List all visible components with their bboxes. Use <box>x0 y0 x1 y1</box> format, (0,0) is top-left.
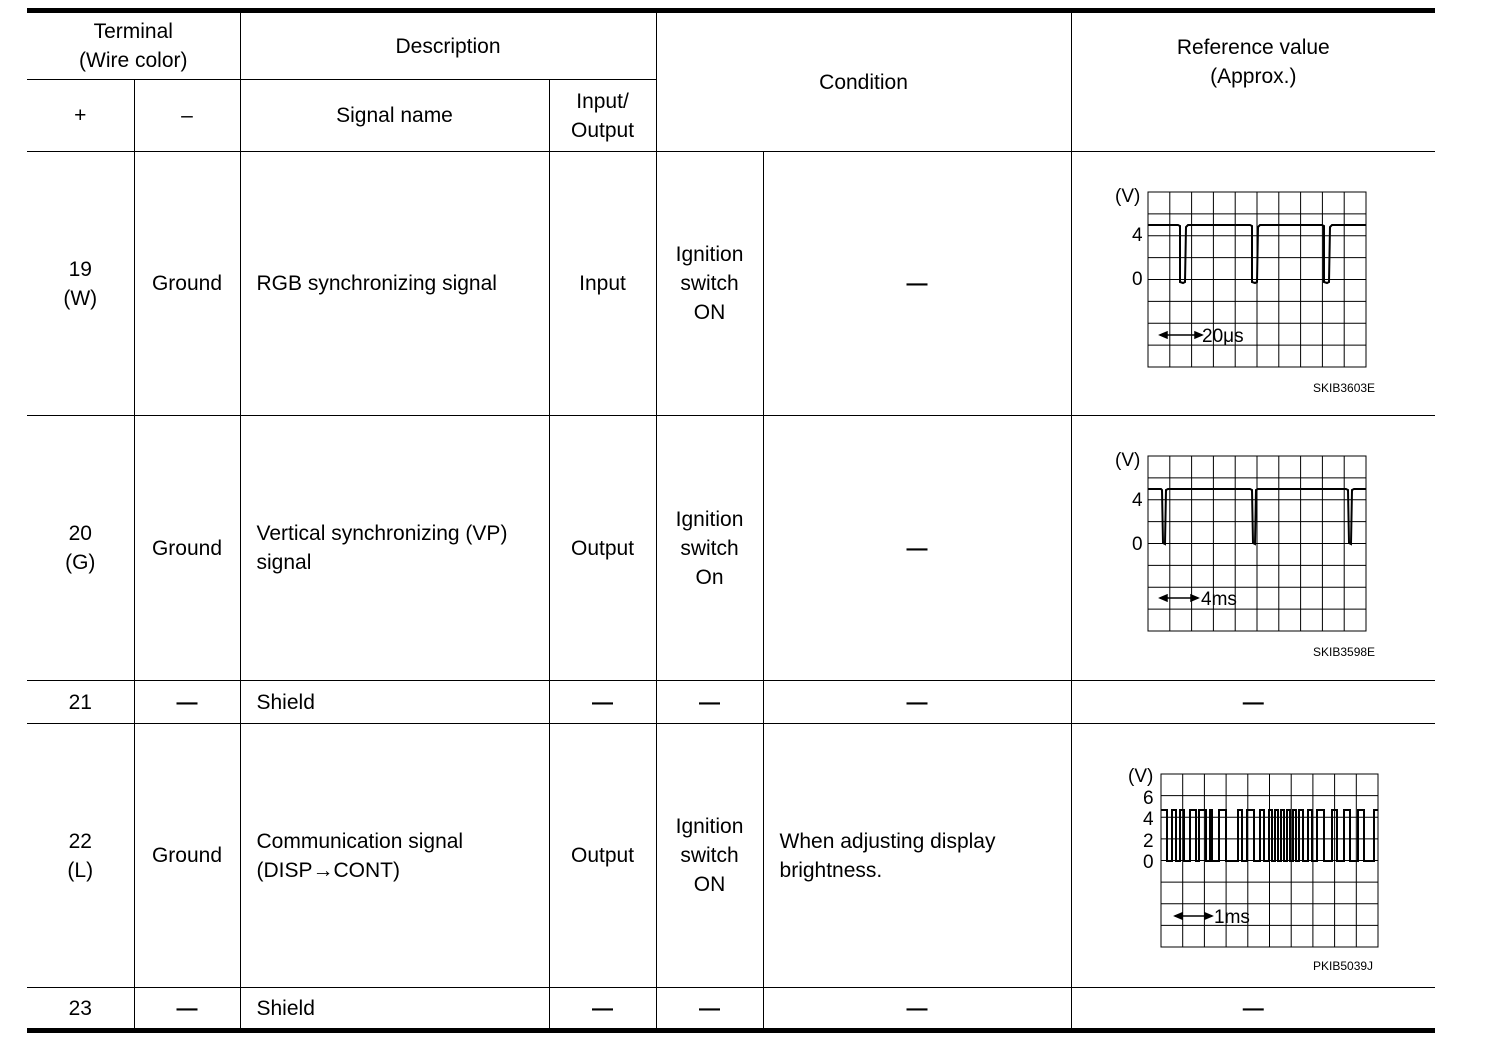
plus-terminal-cell <box>27 724 134 988</box>
y-tick-label: 4 <box>1142 809 1154 830</box>
condition-line: ON <box>693 873 726 896</box>
condition-line: ON <box>693 301 726 324</box>
minus-terminal-cell: — <box>134 988 240 1031</box>
waveform-trace <box>1148 225 1366 283</box>
table-row <box>27 416 1435 681</box>
condition-line: On <box>695 565 724 589</box>
minus-terminal-cell: Ground <box>134 416 240 681</box>
signal-line: Shield <box>256 996 315 1020</box>
condition-line: When adjusting display <box>779 829 996 853</box>
condition-label: Condition <box>819 70 908 94</box>
time-division-marker <box>1160 332 1202 338</box>
waveform-grid <box>1148 456 1366 631</box>
y-tick-label: 4 <box>1131 490 1143 511</box>
minus-terminal-cell: — <box>134 681 240 724</box>
signal-name-cell <box>240 681 549 724</box>
signal-name-header: Signal name <box>240 80 549 152</box>
figure-code: SKIB3603E <box>1312 381 1375 395</box>
io-cell: — <box>549 681 656 724</box>
io-cell: — <box>549 988 656 1031</box>
minus-terminal-cell: Ground <box>134 152 240 416</box>
signal-line: signal <box>256 551 312 574</box>
terminal-number: 20 <box>68 522 92 545</box>
terminal-label: Terminal <box>93 20 173 43</box>
y-tick-label: 4 <box>1131 225 1143 246</box>
condition-line: Ignition <box>675 507 744 531</box>
minus-terminal-cell: Ground <box>134 724 240 988</box>
y-tick-label: 6 <box>1142 788 1154 809</box>
condition-header <box>656 11 1071 152</box>
output-label: Output <box>570 118 635 142</box>
description-label: Description <box>395 34 501 58</box>
wire-color-label: (Wire color) <box>79 49 188 72</box>
figure-code: PKIB5039J <box>1312 959 1373 973</box>
table-row <box>27 988 1435 1031</box>
input-label: Input/ <box>576 89 629 113</box>
header-row-1 <box>27 11 1435 80</box>
time-division-label: 4ms <box>1200 589 1237 610</box>
wire-color: (L) <box>67 858 94 882</box>
condition-a-cell <box>656 152 763 416</box>
waveform-skib3603e <box>1072 152 1436 415</box>
terminal-number: 23 <box>68 996 92 1020</box>
table-row <box>27 152 1435 416</box>
condition-b-cell: — <box>763 416 1071 681</box>
y-axis-unit: (V) <box>1114 186 1140 207</box>
condition-line: Ignition <box>675 815 744 838</box>
time-division-label: 1ms <box>1213 907 1250 928</box>
reference-cell <box>1071 416 1435 681</box>
condition-line: — <box>699 996 721 1020</box>
condition-b-cell: — <box>763 152 1071 416</box>
description-header <box>240 11 656 80</box>
condition-line: Ignition <box>675 243 744 266</box>
condition-line: switch <box>680 844 739 867</box>
terminal-header <box>27 11 240 80</box>
condition-a-cell <box>656 681 763 724</box>
table-row <box>27 681 1435 724</box>
time-division-label: 20μs <box>1201 326 1244 347</box>
condition-line: brightness. <box>779 858 883 882</box>
condition-b-cell <box>763 724 1071 988</box>
condition-a-cell <box>656 724 763 988</box>
wire-color: (G) <box>65 551 96 574</box>
signal-name-cell <box>240 152 549 416</box>
reference-cell: — <box>1071 988 1435 1031</box>
waveform-skib3598e <box>1072 416 1436 680</box>
y-tick-label: 2 <box>1142 831 1154 852</box>
table-row <box>27 724 1435 988</box>
figure-code: SKIB3598E <box>1312 645 1375 659</box>
io-header <box>549 80 656 152</box>
y-axis-unit: (V) <box>1114 450 1140 471</box>
reference-cell: — <box>1071 681 1435 724</box>
terminal-reference-table <box>27 8 1435 1033</box>
plus-terminal-cell <box>27 681 134 724</box>
plus-terminal-cell <box>27 988 134 1031</box>
reference-header <box>1071 11 1435 152</box>
condition-b-cell: — <box>763 988 1071 1031</box>
signal-name-cell <box>240 416 549 681</box>
signal-line: Shield <box>256 690 315 714</box>
signal-name-cell <box>240 724 549 988</box>
condition-b-cell: — <box>763 681 1071 724</box>
condition-line: switch <box>680 272 739 295</box>
y-tick-label: 0 <box>1131 269 1143 290</box>
reference-cell <box>1071 724 1435 988</box>
plus-terminal-cell <box>27 152 134 416</box>
y-axis-unit: (V) <box>1127 766 1153 787</box>
time-division-marker <box>1160 595 1198 601</box>
signal-line: Vertical synchronizing (VP) <box>256 522 508 545</box>
condition-line: — <box>699 690 721 714</box>
time-division-marker <box>1175 913 1212 919</box>
terminal-number: 19 <box>68 257 92 281</box>
io-cell: Output <box>549 416 656 681</box>
signal-line: RGB synchronizing signal <box>256 272 497 295</box>
plus-terminal-cell <box>27 416 134 681</box>
wire-color: (W) <box>63 286 98 310</box>
io-cell: Output <box>549 724 656 988</box>
reference-value-label: Reference value <box>1176 36 1330 59</box>
terminal-number: 22 <box>68 829 92 853</box>
terminal-number: 21 <box>68 690 92 714</box>
y-tick-label: 0 <box>1131 534 1143 555</box>
signal-name-cell <box>240 988 549 1031</box>
condition-line: switch <box>680 536 739 560</box>
plus-header: + <box>27 80 134 152</box>
condition-a-cell <box>656 416 763 681</box>
waveform-pkib5039j <box>1072 724 1436 987</box>
signal-line: (DISP→CONT) <box>256 858 400 882</box>
minus-header: – <box>134 80 240 152</box>
y-tick-label: 0 <box>1142 852 1154 873</box>
signal-line: Communication signal <box>256 829 464 853</box>
reference-cell <box>1071 152 1435 416</box>
io-cell: Input <box>549 152 656 416</box>
condition-a-cell <box>656 988 763 1031</box>
approx-label: (Approx.) <box>1210 65 1297 88</box>
